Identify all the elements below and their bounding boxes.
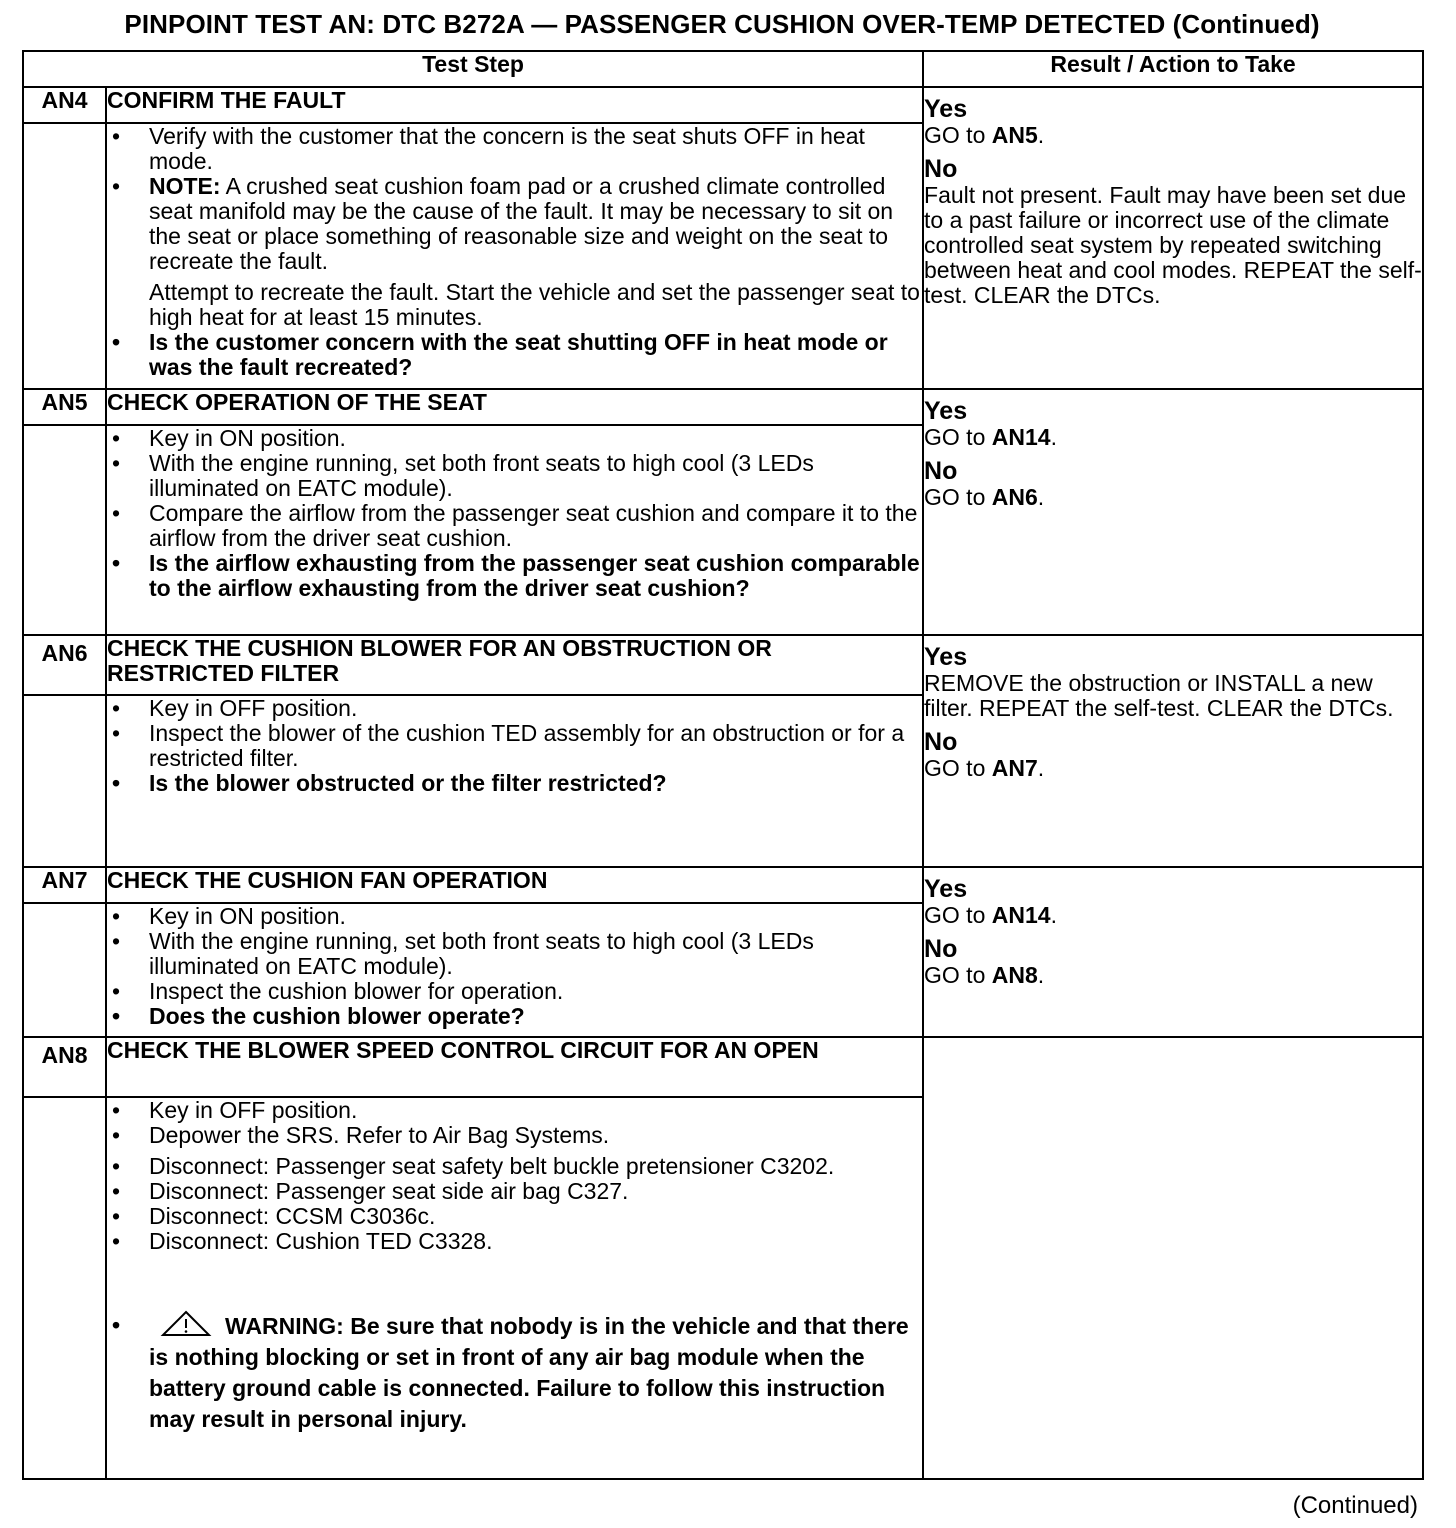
- step-body-an5: [106, 425, 923, 635]
- list-item: • Key in ON position.: [107, 426, 922, 451]
- result-no-label: No: [924, 155, 958, 183]
- list-item: • Compare the airflow from the passenger seat cushion and compare it to the airflow from the driver seat cushion.: [107, 501, 922, 551]
- list-item: Attempt to recreate the fault. Start the vehicle and set the passenger seat to high heat for at least 15 minutes.: [149, 279, 920, 330]
- step-question: • Is the customer concern with the seat shutting OFF in heat mode or was the fault recreated?: [107, 330, 922, 380]
- result-no-label: No: [924, 935, 958, 963]
- result-no-text: Fault not present. Fault may have been set due to a past failure or incorrect use of the climate controlled seat system by repeated switching between heat and cool modes. REPEAT the self-test. CLEAR the DTCs.: [924, 182, 1422, 308]
- result-yes-label: Yes: [924, 643, 968, 671]
- step-question: • Does the cushion blower operate?: [107, 1004, 922, 1029]
- list-item: • Disconnect: Passenger seat safety belt buckle pretensioner C3202.: [107, 1154, 922, 1179]
- step-title-an7: CHECK THE CUSHION FAN OPERATION: [106, 867, 923, 903]
- result-yes-text: GO to AN14.: [924, 902, 1057, 928]
- list-item: • NOTE: A crushed seat cushion foam pad or a crushed climate controlled seat manifold may be the cause of the fault. It may be necessary to sit on the seat or place something of reasonable size and weight on the seat to recreate the fault.: [107, 174, 922, 274]
- result-an8: [923, 1037, 1423, 1479]
- list-item: • Inspect the blower of the cushion TED assembly for an obstruction or for a restricted filter.: [107, 721, 922, 771]
- result-yes-label: Yes: [924, 397, 968, 425]
- step-id-an8: AN8: [23, 1037, 106, 1097]
- list-item: • Depower the SRS. Refer to Air Bag Systems.: [107, 1123, 922, 1148]
- list-item: • Verify with the customer that the concern is the seat shuts OFF in heat mode.: [107, 124, 922, 174]
- step-title-an8: CHECK THE BLOWER SPEED CONTROL CIRCUIT FOR AN OPEN: [106, 1037, 923, 1097]
- step-an5-title-row: [23, 389, 1423, 425]
- header-test-step: Test Step: [23, 51, 923, 87]
- step-id-an7: AN7: [23, 867, 106, 903]
- result-an4: [923, 87, 1423, 389]
- step-an6-title-row: [23, 635, 1423, 695]
- warning-item: [107, 1310, 922, 1435]
- result-yes-text: GO to AN14.: [924, 424, 1057, 450]
- list-item: • With the engine running, set both front seats to high cool (3 LEDs illuminated on EATC module).: [107, 929, 922, 979]
- step-title-an4: CONFIRM THE FAULT: [106, 87, 923, 123]
- step-id-an5: AN5: [23, 389, 106, 425]
- header-result: Result / Action to Take: [923, 51, 1423, 87]
- list-item: • Disconnect: Passenger seat side air bag C327.: [107, 1179, 922, 1204]
- step-id-an4: AN4: [23, 87, 106, 123]
- list-item: • Disconnect: CCSM C3036c.: [107, 1204, 922, 1229]
- pinpoint-test-table: [22, 50, 1424, 1480]
- list-item: • Key in OFF position.: [107, 1098, 922, 1123]
- step-an8-title-row: [23, 1037, 1423, 1097]
- step-body-an6: [106, 695, 923, 867]
- step-question: • Is the blower obstructed or the filter restricted?: [107, 771, 922, 796]
- result-an7: [923, 867, 1423, 1037]
- table-header-row: [23, 51, 1423, 87]
- result-yes-text: GO to AN5.: [924, 122, 1045, 148]
- result-an5: [923, 389, 1423, 635]
- result-no-label: No: [924, 728, 958, 756]
- step-id-an6: AN6: [23, 635, 106, 695]
- step-title-an5: CHECK OPERATION OF THE SEAT: [106, 389, 923, 425]
- warning-text: WARNING: Be sure that nobody is in the vehicle and that there is nothing blocking or set in front of any air bag module when the battery ground cable is connected. Failure to follow this instruction may result in personal injury.: [149, 1313, 909, 1432]
- step-title-an6: CHECK THE CUSHION BLOWER FOR AN OBSTRUCTION OR RESTRICTED FILTER: [106, 635, 923, 695]
- step-body-an8: [106, 1097, 923, 1479]
- result-yes-label: Yes: [924, 875, 968, 903]
- step-body-an7: [106, 903, 923, 1037]
- result-no-label: No: [924, 457, 958, 485]
- step-body-an4: [106, 123, 923, 389]
- result-no-text: GO to AN6.: [924, 484, 1045, 510]
- page-title: PINPOINT TEST AN: DTC B272A — PASSENGER CUSHION OVER-TEMP DETECTED (Continued): [124, 9, 1320, 39]
- list-item: • With the engine running, set both front seats to high cool (3 LEDs illuminated on EATC module).: [107, 451, 922, 501]
- list-item: • Key in OFF position.: [107, 696, 922, 721]
- result-yes-text: REMOVE the obstruction or INSTALL a new filter. REPEAT the self-test. CLEAR the DTCs.: [924, 670, 1394, 721]
- step-an7-title-row: [23, 867, 1423, 903]
- list-item: • Disconnect: Cushion TED C3328.: [107, 1229, 922, 1254]
- step-question: • Is the airflow exhausting from the passenger seat cushion comparable to the airflow exhausting from the driver seat cushion?: [107, 551, 922, 601]
- list-item: • Inspect the cushion blower for operation.: [107, 979, 922, 1004]
- continued-label: (Continued): [1292, 1492, 1418, 1519]
- result-no-text: GO to AN7.: [924, 755, 1045, 781]
- step-an4-title-row: [23, 87, 1423, 123]
- result-yes-label: Yes: [924, 95, 968, 123]
- list-item: • Key in ON position.: [107, 904, 922, 929]
- result-an6: [923, 635, 1423, 867]
- result-no-text: GO to AN8.: [924, 962, 1045, 988]
- warning-triangle-icon: [159, 1310, 213, 1338]
